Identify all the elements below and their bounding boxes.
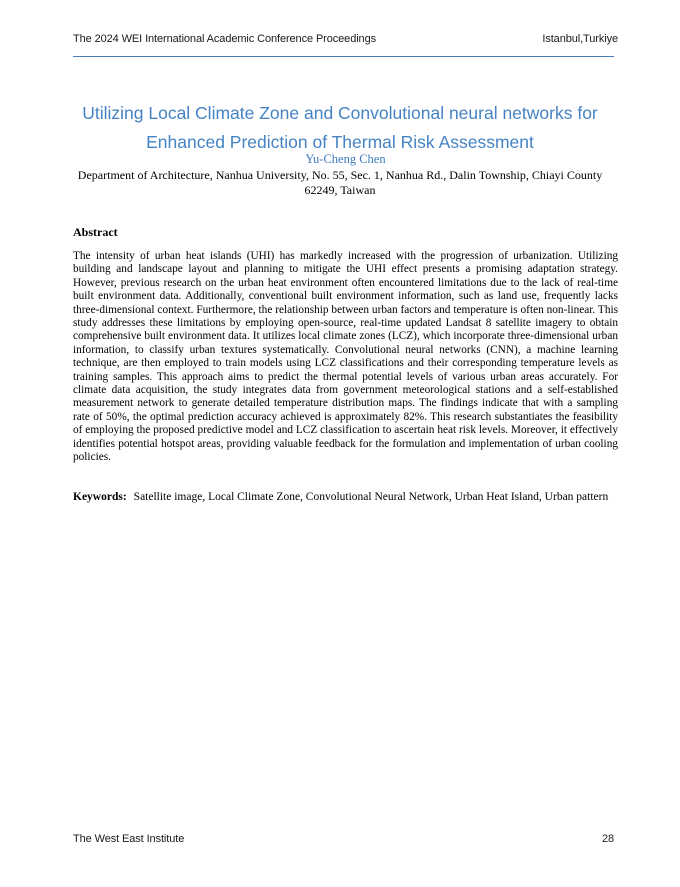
abstract-heading: Abstract [73, 225, 118, 239]
keywords-label: Keywords: [73, 491, 127, 503]
footer-institute-text: The West East Institute [73, 833, 185, 845]
abstract-text: The intensity of urban heat islands (UHI) has markedly increased with the progression of urbanization. Utilizing building and landscape layout and planning to mitigate the UHI effect presents a promising adaptation strategy. However, previous research on the urban heat environment often encountered limitations due to the lack of real-time built environment data. Additionally, conventional built environment information, such as land use, frequently lacks three-dimensional context. Furthermore, the relationship between urban factors and temperature is often non-linear. This study addresses these limitations by employing open-source, real-time updated Landsat 8 satellite imagery to obtain comprehensive built environment data. It utilizes local climate zones (LCZ), which incorporate three-dimensional urban information, to classify urban textures systematically. Convolutional neural networks (CNN), a machine learning technique, are then employed to train models using LCZ classifications and their corresponding temperature levels as training samples. This approach aims to predict the thermal potential levels of various urban areas accurately. For climate data acquisition, the study integrates data from government meteorological stations and a self-established measurement network to generate detailed temperature distribution maps. The findings indicate that with a sampling rate of 50%, the optimal prediction accuracy achieved is approximately 82%. This research substantiates the feasibility of employing the proposed predictive model and LCZ classification to ascertain heat risk levels. Moreover, it effectively identifies potential hotspot areas, providing valuable feedback for the formulation and implementation of urban cooling policies. [73, 250, 618, 464]
page-header [73, 33, 618, 45]
header-proceedings-text: The 2024 WEI International Academic Conference Proceedings [73, 33, 376, 45]
author-name: Yu-Cheng Chen [305, 152, 386, 166]
paper-title [40, 99, 640, 157]
affiliation-line-2: 62249, Taiwan [304, 182, 376, 197]
author-affiliation [40, 168, 640, 197]
header-location-text: Istanbul,Turkiye [542, 33, 618, 45]
header-rule [73, 56, 614, 57]
page-footer [73, 833, 614, 845]
affiliation-line-1: Department of Architecture, Nanhua University, No. 55, Sec. 1, Nanhua Rd., Dalin Township, Chiayi County [77, 168, 603, 182]
page-number: 28 [601, 833, 614, 845]
paper-title-line-1: Utilizing Local Climate Zone and Convolutional neural networks for [82, 103, 598, 123]
keywords-line [73, 491, 618, 505]
paper-title-line-2: Enhanced Prediction of Thermal Risk Assessment [146, 132, 534, 152]
keywords-text: Satellite image, Local Climate Zone, Convolutional Neural Network, Urban Heat Island, Urban pattern [133, 491, 609, 503]
